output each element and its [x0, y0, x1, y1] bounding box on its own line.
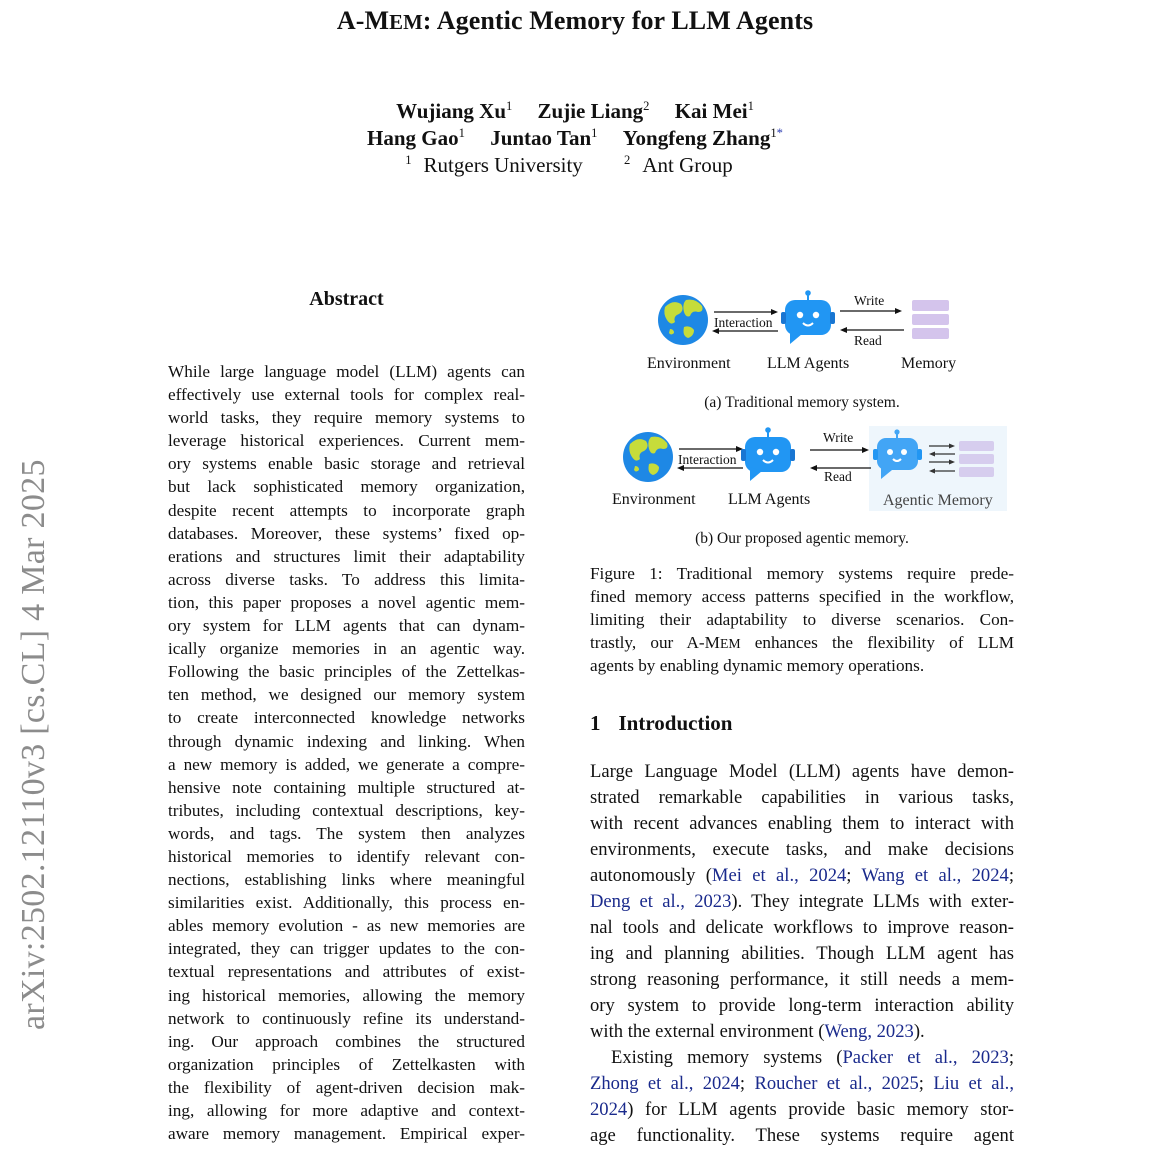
abstract-line: ten method, we designed our memory system: [168, 685, 525, 705]
section-title: Introduction: [618, 711, 733, 735]
caption-text: enhances the flexibility of LLM: [740, 633, 1014, 653]
abstract-heading: Abstract: [309, 288, 384, 310]
intro-text: ;: [739, 1073, 755, 1094]
memory-stack-icon: [959, 441, 994, 477]
interaction-label: Interaction: [714, 315, 773, 330]
author: Juntao Tan$^1$: [490, 125, 598, 150]
abstract-line: integrated, they can trigger updates to the con-: [168, 939, 525, 959]
intro-text: age functionality. These systems require agent: [590, 1125, 1014, 1146]
abstract-line: words, and tags. The system then analyzes: [168, 823, 525, 843]
caption-text: trastly, our A-M: [590, 633, 720, 653]
intro-text: strated remarkable capabilities in various tasks,: [590, 787, 1014, 808]
figure-1a-diagram: [640, 285, 980, 385]
citation-link[interactable]: Zhong et al., 2024: [590, 1073, 740, 1094]
abstract-line: hensive note containing multiple structured at-: [168, 777, 525, 797]
write-read-arrows: [810, 447, 871, 471]
caption-smallcaps: EM: [719, 636, 741, 652]
figure-1b-diagram: [605, 422, 1015, 517]
intro-line: [590, 1045, 1014, 1071]
caption-line: fined memory access patterns specified in the workflow,: [590, 587, 1014, 607]
author-row-2: [0, 125, 1150, 152]
memory-label: Memory: [901, 355, 957, 372]
abstract-body: [168, 360, 525, 1145]
abstract-line: historical memories to identify relevant con-: [168, 846, 525, 866]
abstract-line: through dynamic indexing and linking. When: [168, 731, 525, 751]
abstract-line: ing. Our approach combines the structured: [168, 1031, 525, 1051]
author: Wujiang Xu$^1$: [396, 98, 513, 123]
title-suffix: : Agentic Memory for LLM Agents: [422, 6, 814, 35]
globe-icon: [623, 432, 673, 482]
section-number: 1: [590, 711, 601, 735]
intro-line: [590, 915, 1014, 941]
robot-icon: [781, 290, 835, 344]
title-smallcaps: EM: [389, 11, 423, 34]
intro-text: ;: [918, 1073, 934, 1094]
abstract-line: textual representations and attributes of exist-: [168, 962, 525, 982]
intro-line: [590, 837, 1014, 863]
author: Zujie Liang$^2$: [537, 98, 650, 123]
abstract-line: across diverse tasks. To address this limita-: [168, 569, 525, 589]
intro-line: [590, 889, 1014, 915]
abstract-line: world tasks, they require memory systems to: [168, 408, 525, 428]
abstract-line: tributes, including contextual descriptions, key-: [168, 800, 525, 820]
caption-line: [590, 631, 1014, 654]
citation-link[interactable]: 2024: [590, 1099, 628, 1120]
abstract-line: ory system for LLM agents that can dynam-: [168, 616, 525, 636]
abstract-line: but lack sophisticated memory organization,: [168, 477, 525, 497]
affiliations: [0, 152, 1150, 179]
abstract-line: similarities exist. Additionally, this process en-: [168, 893, 525, 913]
affiliation: $^2$ Ant Group: [624, 152, 733, 177]
citation-link[interactable]: Roucher et al., 2025: [754, 1073, 919, 1094]
caption-line: Figure 1: Traditional memory systems require prede-: [590, 564, 1014, 583]
intro-text: Existing memory systems (: [611, 1047, 843, 1068]
intro-text: ).: [913, 1021, 925, 1042]
abstract-line: While large language model (LLM) agents can: [168, 362, 525, 381]
abstract-line: ables memory evolution - as new memories are: [168, 916, 525, 936]
figure-1a-caption: (a) Traditional memory system.: [704, 394, 900, 411]
intro-text: ) for LLM agents provide basic memory stor-: [627, 1099, 1014, 1120]
abstract-line: to create interconnected knowledge networks: [168, 708, 525, 728]
abstract-line: network to continuously refine its understand-: [168, 1008, 525, 1028]
caption-line: limiting their adaptability to diverse scenarios. Con-: [590, 610, 1014, 630]
abstract-line: aware memory management. Empirical exper-: [168, 1124, 525, 1144]
intro-line: [590, 993, 1014, 1019]
abstract-line: ically organize memories in an agentic way.: [168, 639, 525, 659]
affiliation: $^1$ Rutgers University: [405, 152, 583, 177]
intro-line: [590, 1071, 1014, 1097]
figure-1b-caption: (b) Our proposed agentic memory.: [695, 530, 909, 547]
author: Hang Gao$^1$: [367, 125, 465, 150]
read-label: Read: [854, 333, 882, 348]
intro-line: [590, 1123, 1014, 1149]
paper-title: [0, 6, 1150, 36]
intro-line: [590, 863, 1014, 889]
environment-label: Environment: [612, 491, 696, 508]
abstract-line: tion, this paper proposes a novel agentic mem-: [168, 592, 525, 612]
abstract-line: databases. Moreover, these systems’ fixed op-: [168, 523, 525, 543]
citation-link[interactable]: Liu et al.,: [933, 1073, 1014, 1094]
globe-icon: [658, 295, 708, 345]
intro-text: ory system to provide long-term interaction ability: [590, 995, 1014, 1016]
abstract-line: ing historical memories, allowing the memory: [168, 985, 525, 1005]
author: Yongfeng Zhang$^{1*}$: [622, 125, 783, 150]
write-label: Write: [854, 293, 885, 308]
intro-line: [590, 811, 1014, 837]
memory-stack-icon: [912, 300, 949, 339]
intro-line: [590, 785, 1014, 811]
abstract-line: effectively use external tools for complex real-: [168, 385, 525, 405]
intro-line: [590, 759, 1014, 785]
citation-link[interactable]: Deng et al., 2023: [590, 891, 732, 912]
intro-text: ;: [1008, 865, 1014, 886]
agentic-memory-label: Agentic Memory: [883, 492, 993, 509]
abstract-line: despite recent attempts to incorporate graph: [168, 500, 525, 520]
intro-line: [590, 1097, 1014, 1123]
caption-line: agents by enabling dynamic memory operations.: [590, 656, 925, 676]
author-row-1: [0, 98, 1150, 125]
figure-1-caption: [590, 562, 1014, 677]
abstract-line: Following the basic principles of the Zettelkas-: [168, 662, 525, 682]
intro-text: ;: [846, 865, 862, 886]
abstract-line: ory systems enable basic storage and retrieval: [168, 454, 525, 474]
citation-link[interactable]: Wang et al., 2024: [861, 865, 1009, 886]
intro-text: with the external environment (: [590, 1021, 825, 1042]
arxiv-stamp: arXiv:2502.12110v3 [cs.CL] 4 Mar 2025: [15, 459, 52, 1030]
title-prefix: A-M: [336, 6, 390, 35]
abstract-line: organization principles of Zettelkasten with: [168, 1054, 525, 1074]
abstract-line: the flexibility of agent-driven decision mak-: [168, 1077, 525, 1097]
intro-text: environments, execute tasks, and make decisions: [590, 839, 1014, 860]
interaction-label: Interaction: [678, 452, 737, 467]
intro-text: with recent advances enabling them to interact with: [590, 813, 1014, 834]
introduction-body: [590, 759, 1014, 1149]
write-read-arrows: [840, 308, 904, 333]
intro-line: [590, 941, 1014, 967]
intro-text: ;: [1008, 1047, 1014, 1068]
llm-agents-label: LLM Agents: [728, 491, 811, 508]
intro-text: ing and planning abilities. Though LLM agent has: [590, 943, 1014, 964]
section-heading-introduction: [590, 711, 732, 736]
citation-link[interactable]: Packer et al., 2023: [842, 1047, 1009, 1068]
intro-text: ). They integrate LLMs with exter-: [731, 891, 1015, 912]
abstract-line: leverage historical experiences. Current mem-: [168, 431, 525, 451]
intro-text: autonomously (: [590, 865, 712, 886]
intro-text: nal tools and delicate workflows to improve reason-: [590, 917, 1014, 938]
corresponding-author-mark[interactable]: *: [776, 125, 783, 140]
intro-text: Large Language Model (LLM) agents have demon-: [590, 761, 1014, 782]
abstract-line: a new memory is added, we generate a compre-: [168, 754, 525, 774]
abstract-line: ing, allowing for more adaptive and context-: [168, 1101, 525, 1120]
intro-line: [590, 1019, 1014, 1045]
citation-link[interactable]: Mei et al., 2024: [711, 865, 847, 886]
robot-icon: [741, 427, 795, 481]
abstract-line: nections, establishing links where meaningful: [168, 870, 525, 890]
llm-agents-label: LLM Agents: [767, 355, 850, 372]
write-label: Write: [823, 430, 854, 445]
abstract-line: erations and structures limit their adaptability: [168, 546, 525, 566]
read-label: Read: [824, 469, 852, 484]
intro-text: strong reasoning performance, it still needs a mem-: [590, 969, 1014, 990]
intro-line: [590, 967, 1014, 993]
author-block: [0, 98, 1150, 179]
author: Kai Mei$^1$: [674, 98, 754, 123]
environment-label: Environment: [647, 355, 731, 372]
citation-link[interactable]: Weng, 2023: [824, 1021, 914, 1042]
